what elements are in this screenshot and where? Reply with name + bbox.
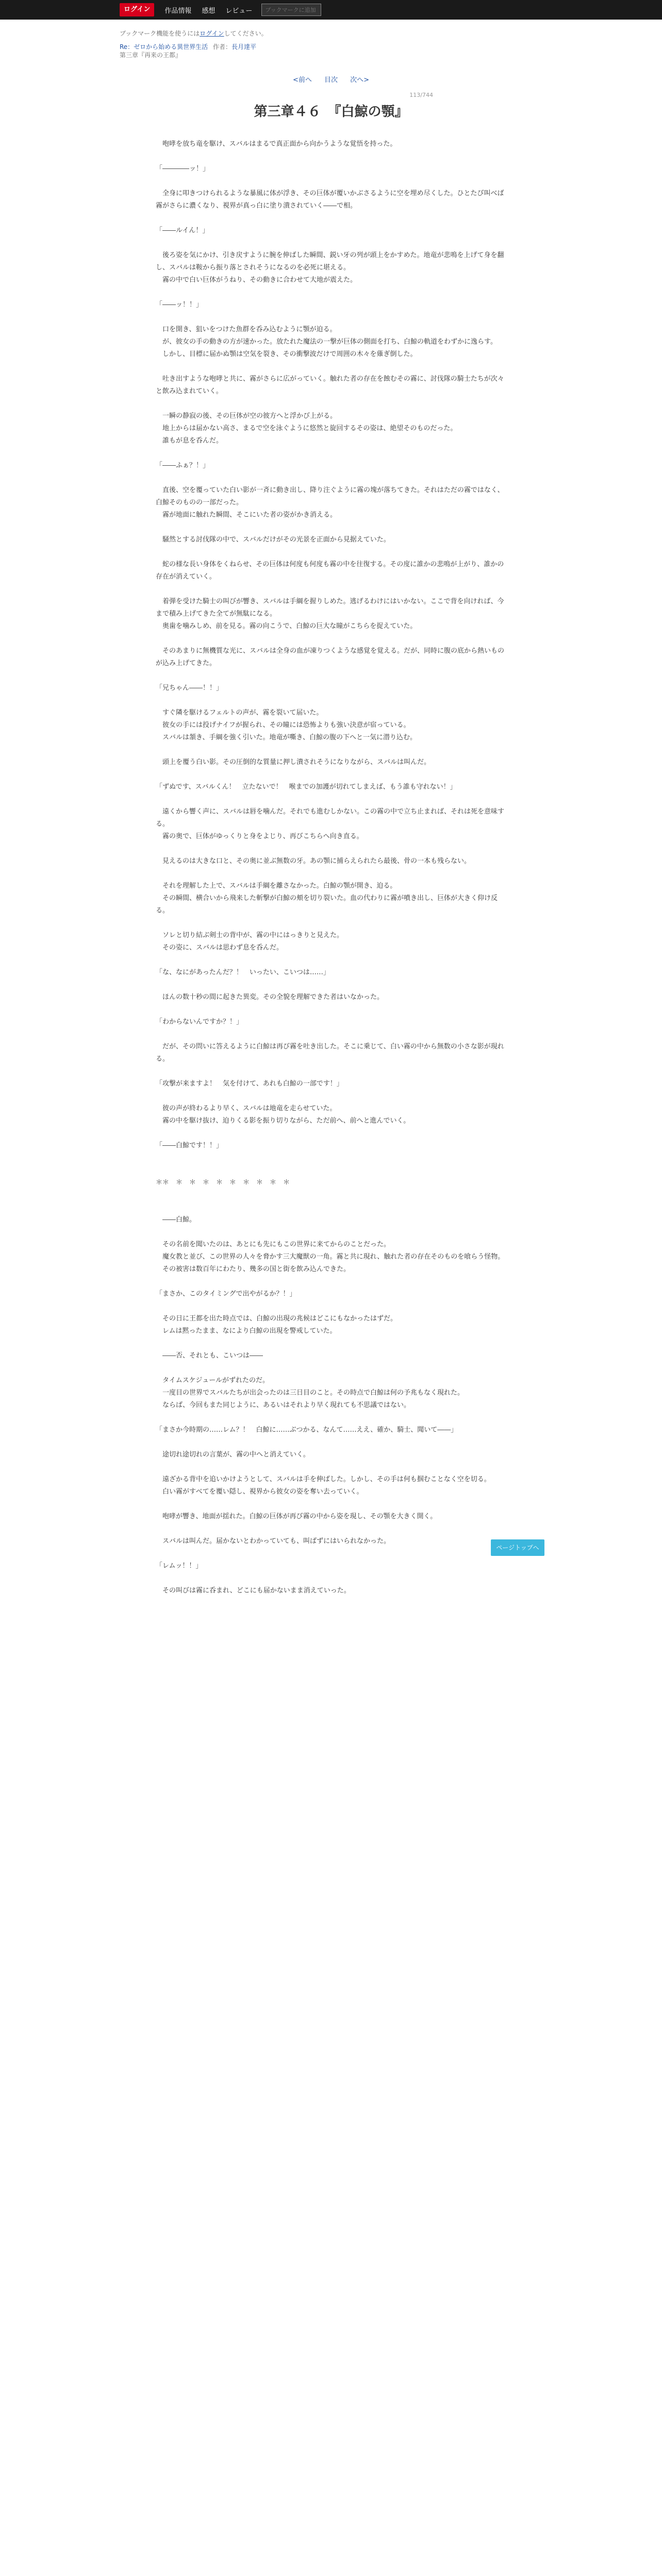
body-paragraph: 全身に叩きつけられるような暴風に体が浮き、その巨体が覆いかぶさるように空を埋め尽くした。ひとたび叫べば霧がさらに濃くなり、視界が真っ白に塗り潰されていく――で相。 <box>156 190 504 210</box>
body-paragraph: その日に王都を出た時点では、白鯨の出現の兆候はどこにもなかったはずだ。 <box>156 1315 398 1323</box>
login-button[interactable]: ログイン <box>120 3 154 16</box>
body-paragraph: 咆哮を放ち竜を駆け、スバルはまるで真正面から向かうような覚悟を持った。 <box>156 140 397 148</box>
body-paragraph: 「兄ちゃん――！！」 <box>156 684 223 692</box>
body-paragraph <box>156 1065 506 1078</box>
body-paragraph <box>156 1090 506 1103</box>
body-paragraph: それを理解した上で、スバルは手綱を離さなかった。白鯨の顎が開き、迫る。 <box>156 882 397 890</box>
body-paragraph <box>156 1028 506 1041</box>
body-paragraph: 「まさか今時期の……レム？！ 白鯨に……ぶつかる、なんて……ええ、確か、騎士、聞いて――」 <box>156 1426 458 1434</box>
body-paragraph <box>156 1337 506 1350</box>
body-paragraph: そのあまりに無機質な光に、スバルは全身の血が凍りつくような感覚を覚える。だが、同時に腹の底から熱いものが込み上げてきた。 <box>156 647 505 667</box>
body-paragraph: 霧の中で白い巨体がうねり、その動きに合わせて大地が震えた。 <box>156 276 357 284</box>
body-paragraph: しかし、目標に届かぬ顎は空気を裂き、その衝撃波だけで周囲の木々を薙ぎ倒した。 <box>156 350 417 358</box>
body-paragraph: 地上からは届かない高さ、まるで空を泳ぐように悠然と旋回するその姿は、絶望そのものだった。 <box>156 425 457 432</box>
body-paragraph <box>156 521 506 534</box>
body-paragraph: 遠ざかる背中を追いかけようとして、スバルは手を伸ばした。しかし、その手は何も掴むことなく空を切る。 <box>156 1476 491 1483</box>
body-paragraph: その名前を聞いたのは、あとにも先にもこの世界に来てからのことだった。 <box>156 1241 391 1248</box>
next-chapter-link[interactable]: 次へ> <box>350 76 370 84</box>
body-paragraph: 口を開き、狙いをつけた魚群を呑み込むように顎が迫る。 <box>156 326 337 333</box>
body-paragraph: 一度目の世界でスバルたちが出会ったのは三日目のこと。その時点で白鯨は何の予兆もなく現れた。 <box>156 1389 465 1397</box>
body-paragraph <box>156 917 506 929</box>
body-paragraph: すぐ隣を駆けるフェルトの声が、霧を裂いて届いた。 <box>156 709 323 717</box>
body-paragraph: 奥歯を噛みしめ、前を見る。霧の向こうで、白鯨の巨大な瞳がこちらを捉えていた。 <box>156 622 417 630</box>
body-paragraph <box>156 1362 506 1375</box>
body-paragraph: その姿に、スバルは思わず息を呑んだ。 <box>156 944 284 952</box>
body-paragraph <box>156 1189 506 1201</box>
top-navigation-bar <box>0 0 662 20</box>
body-paragraph: 霧の奥で、巨体がゆっくりと身をよじり、再びこちらへ向き直る。 <box>156 833 363 840</box>
body-paragraph: 「――ルイん！」 <box>156 227 209 234</box>
body-paragraph <box>156 633 506 645</box>
chapter-title: 第三章４６ 『白鯨の顎』 <box>254 104 408 120</box>
body-paragraph: 「――――ッ！」 <box>156 165 210 173</box>
prev-chapter-link[interactable]: <前へ <box>292 76 312 84</box>
body-paragraph: 直後、空を覆っていた白い影が一斉に動き出し、降り注ぐように霧の塊が落ちてきた。それはただの霧ではなく、白鯨そのものの一部だった。 <box>156 486 504 506</box>
body-paragraph: 一瞬の静寂の後、その巨体が空の彼方へと浮かび上がる。 <box>156 412 337 420</box>
body-paragraph: 「な、なにがあったんだ？！ いったい、こいつは……」 <box>156 969 330 976</box>
author-label: 作者： <box>213 43 232 50</box>
body-paragraph <box>156 583 506 596</box>
body-paragraph <box>156 1164 506 1177</box>
body-paragraph: 吐き出すような咆哮と共に、霧がさらに広がっていく。触れた者の存在を蝕むその霧に、討伐隊の騎士たちが次々と飲み込まれていく。 <box>156 375 504 395</box>
body-paragraph <box>156 670 506 682</box>
body-paragraph <box>156 1201 506 1214</box>
bookmark-add-button[interactable] <box>261 4 321 16</box>
body-paragraph: スバルは頷き、手綱を強く引いた。地竜が嘶き、白鯨の腹の下へと一気に潜り込む。 <box>156 734 417 741</box>
notice-login-link[interactable]: ログイン <box>200 30 224 37</box>
body-paragraph <box>156 744 506 756</box>
body-paragraph: 「――ふぁ？！」 <box>156 462 210 469</box>
body-paragraph: 「――ッ！！」 <box>156 301 203 309</box>
body-paragraph: 「――白鯨です！！」 <box>156 1142 223 1149</box>
body-paragraph: その被害は数百年にわたり、幾多の国と街を飲み込んできた。 <box>156 1265 351 1273</box>
table-of-contents-link[interactable]: 目次 <box>324 76 338 84</box>
body-paragraph: 着弾を受けた騎士の叫びが響き、スバルは手綱を握りしめた。逃げるわけにはいかない。ここで背を向ければ、今まで積み上げてきた全てが無駄になる。 <box>156 598 504 618</box>
notice-prefix: ブックマーク機能を使うには <box>120 30 200 37</box>
body-paragraph: その叫びは霧に呑まれ、どこにも届かないまま消えていった。 <box>156 1587 351 1595</box>
body-paragraph <box>156 1548 506 1560</box>
body-paragraph <box>156 175 506 188</box>
body-paragraph: 魔女教と並び、この世界の人々を脅かす三大魔獣の一角。霧と共に現れ、触れた者の存在そのものを喰らう怪物。 <box>156 1253 505 1261</box>
body-paragraph: 咆哮が響き、地面が揺れた。白鯨の巨体が再び霧の中から姿を現し、その顎を大きく開く。 <box>156 1513 437 1520</box>
body-paragraph: 途切れ途切れの言葉が、霧の中へと消えていく。 <box>156 1451 310 1459</box>
page-top-button[interactable]: ページトップへ <box>491 1539 544 1556</box>
body-paragraph: 「レムッ！！」 <box>156 1562 203 1570</box>
body-paragraph: 白い霧がすべてを覆い隠し、視界から彼女の姿を奪い去っていく。 <box>156 1488 363 1496</box>
body-paragraph <box>156 1300 506 1313</box>
body-paragraph: タイムスケジュールがずれたのだ。 <box>156 1377 269 1384</box>
body-paragraph <box>156 954 506 967</box>
chapter-pager <box>0 74 662 84</box>
nav-link-work-info[interactable]: 作品情報 <box>164 7 192 15</box>
body-paragraph: が、彼女の手の動きの方が速かった。放たれた魔法の一撃が巨体の側面を打ち、白鯨の軌道をわずかに逸らす。 <box>156 338 497 346</box>
body-paragraph: ――白鯨。 <box>156 1216 196 1224</box>
body-paragraph: ソレと切り結ぶ剣士の背中が、霧の中にはっきりと見えた。 <box>156 931 344 939</box>
top-navigation-inner <box>120 0 321 20</box>
body-paragraph <box>156 1523 506 1535</box>
body-paragraph: 霧の中を駆け抜け、迫りくる影を振り切りながら、ただ前へ、前へと進んでいく。 <box>156 1117 410 1125</box>
body-paragraph: レムは黙ったまま、なにより白鯨の出現を警戒していた。 <box>156 1327 337 1335</box>
subchapter-title: 第三章『再来の王都』 <box>120 52 182 59</box>
body-paragraph <box>156 694 506 707</box>
body-paragraph <box>156 361 506 373</box>
body-paragraph <box>156 979 506 991</box>
body-paragraph: スバルは叫んだ。届かないとわかっていても、叫ばずにはいられなかった。 <box>156 1537 391 1545</box>
body-paragraph <box>156 472 506 484</box>
body-paragraph <box>156 286 506 299</box>
body-paragraph <box>156 1498 506 1511</box>
body-paragraph <box>156 868 506 880</box>
work-info-line <box>120 42 256 51</box>
body-paragraph <box>156 546 506 558</box>
body-paragraph: ほんの数十秒の間に起きた異変。その全貌を理解できた者はいなかった。 <box>156 993 384 1001</box>
body-paragraph <box>156 843 506 855</box>
body-paragraph <box>156 212 506 225</box>
body-paragraph <box>156 1461 506 1473</box>
body-paragraph <box>156 311 506 324</box>
body-paragraph: だが、その問いに答えるように白鯨は再び霧を吐き出した。そこに乗じて、白い霧の中から無数の小さな影が現れる。 <box>156 1043 504 1063</box>
body-paragraph: その瞬間、横合いから飛来した斬撃が白鯨の頬を切り裂いた。血の代わりに霧が噴き出し、巨体が大きく仰け反る。 <box>156 894 498 914</box>
body-paragraph: ならば、今回もまた同じように、あるいはそれより早く現れても不思議ではない。 <box>156 1401 411 1409</box>
body-paragraph: 彼女の手には投げナイフが握られ、その瞳には恐怖よりも強い決意が宿っている。 <box>156 721 410 729</box>
body-paragraph: 誰もが息を呑んだ。 <box>156 437 223 445</box>
body-paragraph <box>156 150 506 163</box>
body-paragraph <box>156 1004 506 1016</box>
body-paragraph <box>156 447 506 460</box>
body-paragraph <box>156 1276 506 1288</box>
notice-suffix: してください。 <box>224 30 268 37</box>
body-paragraph <box>156 237 506 249</box>
series-title-link[interactable]: Re：ゼロから始める異世界生活 <box>120 43 208 50</box>
body-paragraph <box>156 1572 506 1585</box>
body-paragraph <box>156 1412 506 1424</box>
body-paragraph: ――否、それとも、こいつは―― <box>156 1352 263 1360</box>
body-paragraph <box>156 793 506 806</box>
body-paragraph: ＊＊ ＊ ＊ ＊ ＊ ＊ ＊ ＊ ＊ ＊ <box>156 1179 290 1187</box>
body-paragraph: 「まさか、このタイミングで出やがるか？！」 <box>156 1290 296 1298</box>
body-paragraph: 蛇の様な長い身体をくねらせ、その巨体は何度も何度も霧の中を往復する。その度に誰かの悲鳴が上がり、誰かの存在が消えていく。 <box>156 561 504 581</box>
page-number: 113/744 <box>409 92 433 98</box>
body-paragraph <box>156 1152 506 1164</box>
body-paragraph: 頭上を覆う白い影。その圧倒的な質量に押し潰されそうになりながら、スバルは叫んだ。 <box>156 758 431 766</box>
body-paragraph <box>156 1127 506 1140</box>
chapter-body-text <box>156 138 506 1597</box>
body-paragraph: 遠くから響く声に、スバルは唇を噛んだ。それでも進むしかない。この霧の中で立ち止まれば、それは死を意味する。 <box>156 808 505 828</box>
nav-link-review[interactable]: レビュー <box>225 7 253 15</box>
body-paragraph: 霧が地面に触れた瞬間、そこにいた者の姿がかき消える。 <box>156 511 337 519</box>
body-paragraph: 「攻撃が来ますよ！ 気を付けて、あれも白鯨の一部です！」 <box>156 1080 343 1088</box>
body-paragraph: 彼の声が終わるより早く、スバルは地竜を走らせていた。 <box>156 1105 337 1112</box>
body-paragraph <box>156 1436 506 1449</box>
body-paragraph <box>156 769 506 781</box>
nav-link-impressions[interactable]: 感想 <box>202 7 216 15</box>
author-link[interactable]: 長月達平 <box>231 43 257 50</box>
body-paragraph: 騒然とする討伐隊の中で、スバルだけがその光景を正面から見据えていた。 <box>156 536 390 544</box>
body-paragraph: 後ろ姿を気にかけ、引き戻すように腕を伸ばした瞬間、鋭い牙の列が頭上をかすめた。地竜が悲鳴を上げて身を翻し、スバルは鞍から振り落とされそうになるのを必死に堪える。 <box>156 251 504 272</box>
body-paragraph: 「ずぬです、スバルくん！ 立たないで！ 喉までの加護が切れてしまえば、もう誰も守れない！」 <box>156 783 457 791</box>
body-paragraph <box>156 1226 506 1239</box>
body-paragraph <box>156 398 506 410</box>
body-paragraph: 見えるのは大きな口と、その奥に並ぶ無数の牙。あの顎に捕らえられたら最後、骨の一本も残らない。 <box>156 857 471 865</box>
bookmark-login-notice <box>120 29 268 38</box>
body-paragraph: 「わからないんですか？！」 <box>156 1018 243 1026</box>
